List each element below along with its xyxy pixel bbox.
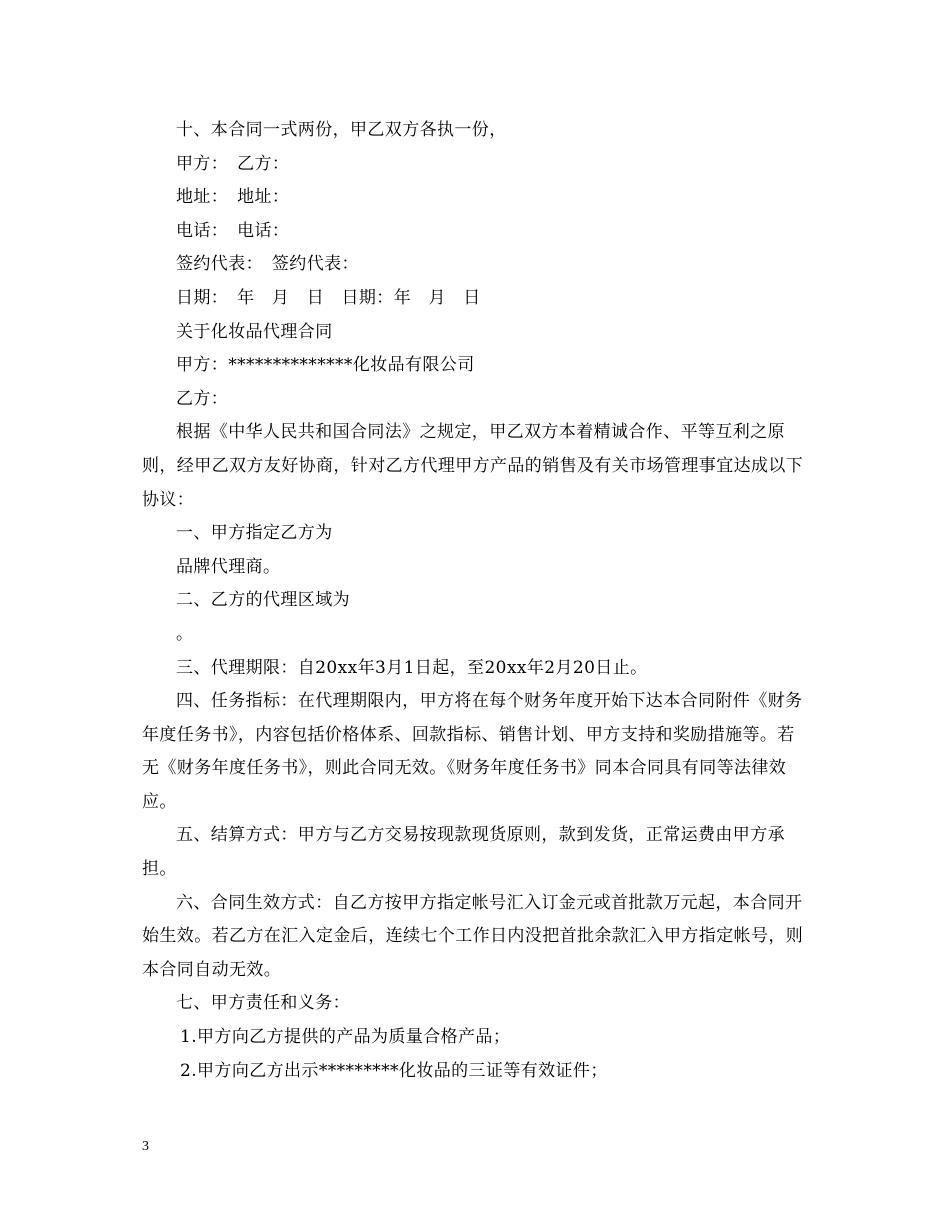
clause-two: 二、乙方的代理区域为 [176,590,350,611]
contract-title: 关于化妆品代理合同 [176,321,333,342]
party-a-b-line: 甲方： 乙方： [176,153,290,174]
clause-ten-copies: 十、本合同一式两份，甲乙双方各执一份， [176,120,507,140]
clause-five: 五、结算方式：甲方与乙方交易按现款现货原则，款到发货，正常运费由甲方承担。 [142,825,785,880]
clause-two-continued: 。 [176,623,194,644]
clause-six: 六、合同生效方式：自乙方按甲方指定帐号汇入订金元或首批款万元起，本合同开始生效。若乙方在汇入定金后，连续七个工作日内没把首批余款汇入甲方指定帐号，则本合同自动无效。 [142,892,804,980]
clause-four: 四、任务指标：在代理期限内，甲方将在每个财务年度开始下达本合同附件《财务年度任务书》，内容包括价格体系、回款指标、销售计划、甲方支持和奖励措施等。若无《财务年度任务书》，则此合同无效。《财务年度任务书》同本合同具有同等法律效应。 [142,691,803,812]
clause-seven: 七、甲方责任和义务： [176,993,350,1014]
address-line: 地址： 地址： [176,187,290,208]
page-number: 3 [142,1139,149,1154]
clause-one-continued: 品牌代理商。 [176,556,281,577]
clause-seven-item-1: 1.甲方向乙方提供的产品为质量合格产品； [180,1027,511,1048]
clause-three: 三、代理期限：自20xx年3月1日起，至20xx年2月20日止。 [176,657,648,678]
date-line: 日期： 年 月 日 日期：年 月 日 [176,287,481,308]
clause-one: 一、甲方指定乙方为 [176,523,333,544]
clause-seven-item-2: 2.甲方向乙方出示*********化妆品的三证等有效证件； [180,1060,608,1081]
party-b-name: 乙方： [176,388,229,409]
party-a-name: 甲方：**************化妆品有限公司 [176,355,475,376]
document-body [142,114,812,1088]
signatory-line: 签约代表： 签约代表： [176,254,359,275]
preamble: 根据《中华人民共和国合同法》之规定，甲乙双方本着精诚合作、平等互利之原则，经甲乙双方友好协商，针对乙方代理甲方产品的销售及有关市场管理事宜达成以下协议： [142,422,804,510]
phone-line: 电话： 电话： [176,220,290,241]
